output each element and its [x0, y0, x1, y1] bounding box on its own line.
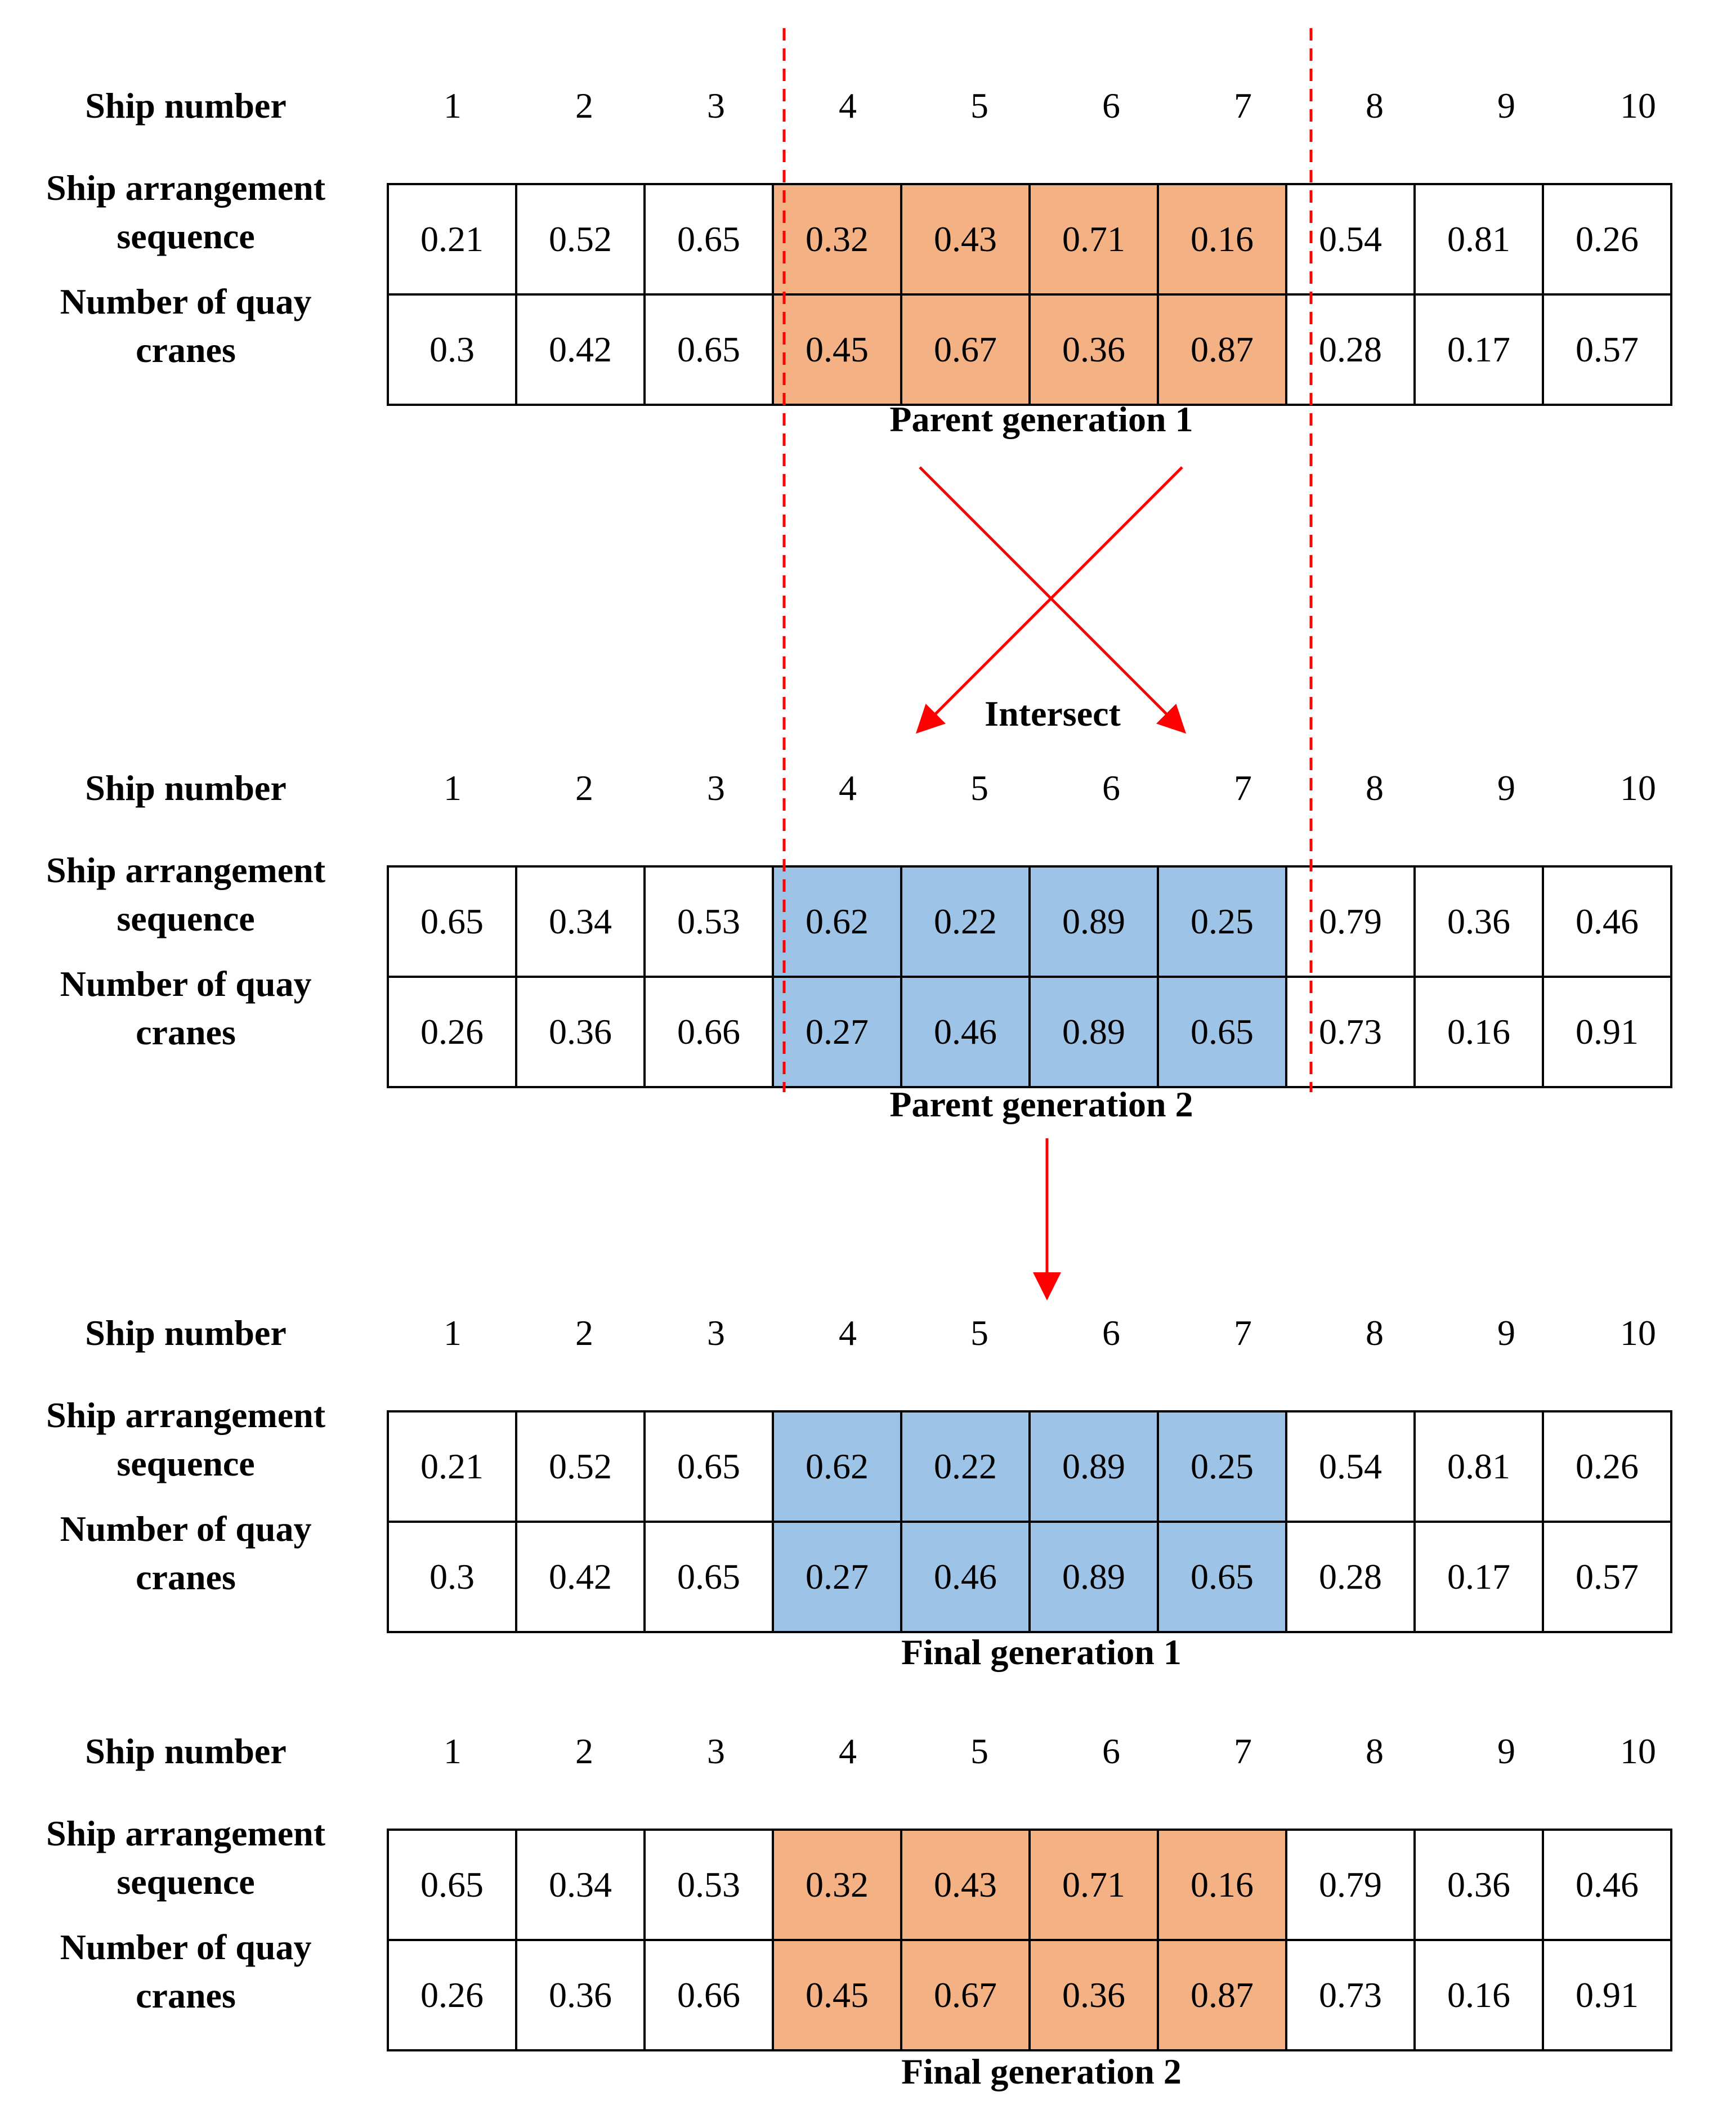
gene-cell: 0.67 — [901, 1940, 1030, 2050]
ship-number: 8 — [1366, 768, 1384, 808]
gene-cell: 0.27 — [773, 977, 901, 1087]
gene-cell: 0.46 — [1543, 1830, 1671, 1940]
gene-cell: 0.32 — [773, 1830, 901, 1940]
gene-cell: 0.36 — [1030, 294, 1158, 405]
ship-number-label: Ship number — [85, 768, 287, 808]
generation-caption: Parent generation 1 — [889, 399, 1193, 439]
quay-label-line1: Number of quay — [60, 1509, 312, 1549]
ship-number: 3 — [707, 768, 725, 808]
ship-number: 5 — [970, 86, 988, 126]
gene-cell: 0.65 — [645, 294, 773, 405]
ship-number: 2 — [575, 1731, 593, 1771]
gene-cell: 0.16 — [1158, 1830, 1286, 1940]
generation-caption: Final generation 1 — [901, 1632, 1182, 1672]
gene-cell: 0.3 — [388, 294, 516, 405]
ship-number: 10 — [1620, 1313, 1656, 1353]
gene-cell: 0.36 — [516, 1940, 645, 2050]
gene-cell: 0.57 — [1543, 294, 1671, 405]
ship-number: 3 — [707, 86, 725, 126]
gene-cell: 0.87 — [1158, 1940, 1286, 2050]
arrangement-label-line2: sequence — [117, 1443, 255, 1483]
ship-number: 4 — [839, 1313, 857, 1353]
gene-cell: 0.65 — [1158, 1522, 1286, 1632]
gene-cell: 0.32 — [773, 184, 901, 294]
ship-number: 7 — [1234, 1731, 1252, 1771]
ship-number: 9 — [1497, 86, 1515, 126]
ship-number: 4 — [839, 86, 857, 126]
arrangement-label-line1: Ship arrangement — [46, 1395, 325, 1435]
ship-number: 10 — [1620, 1731, 1656, 1771]
ship-number: 6 — [1102, 1313, 1120, 1353]
gene-cell: 0.71 — [1030, 1830, 1158, 1940]
gene-cell: 0.42 — [516, 294, 645, 405]
gene-cell: 0.65 — [1158, 977, 1286, 1087]
gene-cell: 0.22 — [901, 1411, 1030, 1522]
ship-number: 7 — [1234, 86, 1252, 126]
generation-caption: Final generation 2 — [901, 2051, 1182, 2091]
gene-cell: 0.65 — [645, 184, 773, 294]
gene-cell: 0.26 — [1543, 1411, 1671, 1522]
ship-number: 5 — [970, 1313, 988, 1353]
ship-number: 1 — [444, 86, 462, 126]
gene-cell: 0.26 — [1543, 184, 1671, 294]
gene-cell: 0.57 — [1543, 1522, 1671, 1632]
ship-number: 8 — [1366, 86, 1384, 126]
ship-number: 1 — [444, 768, 462, 808]
gene-cell: 0.16 — [1415, 1940, 1543, 2050]
gene-cell: 0.89 — [1030, 977, 1158, 1087]
gene-cell: 0.25 — [1158, 1411, 1286, 1522]
arrangement-label-line1: Ship arrangement — [46, 168, 325, 208]
ship-number: 2 — [575, 86, 593, 126]
gene-cell: 0.43 — [901, 1830, 1030, 1940]
gene-cell: 0.67 — [901, 294, 1030, 405]
gene-cell: 0.89 — [1030, 1411, 1158, 1522]
ship-number: 8 — [1366, 1313, 1384, 1353]
ship-number: 1 — [444, 1313, 462, 1353]
gene-cell: 0.89 — [1030, 866, 1158, 977]
gene-cell: 0.3 — [388, 1522, 516, 1632]
gene-cell: 0.53 — [645, 866, 773, 977]
ship-number: 6 — [1102, 1731, 1120, 1771]
arrangement-label-line1: Ship arrangement — [46, 850, 325, 890]
generation-caption: Parent generation 2 — [889, 1084, 1193, 1124]
gene-cell: 0.54 — [1286, 184, 1415, 294]
gene-cell: 0.62 — [773, 866, 901, 977]
gene-cell: 0.45 — [773, 1940, 901, 2050]
gene-cell: 0.79 — [1286, 866, 1415, 977]
ship-number: 5 — [970, 768, 988, 808]
ship-number: 10 — [1620, 86, 1656, 126]
ship-number-label: Ship number — [85, 86, 287, 126]
ship-number: 9 — [1497, 1731, 1515, 1771]
gene-cell: 0.54 — [1286, 1411, 1415, 1522]
ship-number: 6 — [1102, 86, 1120, 126]
quay-label-line2: cranes — [136, 330, 236, 370]
gene-cell: 0.16 — [1158, 184, 1286, 294]
arrangement-label-line1: Ship arrangement — [46, 1813, 325, 1853]
gene-cell: 0.81 — [1415, 184, 1543, 294]
ship-number: 7 — [1234, 1313, 1252, 1353]
gene-cell: 0.43 — [901, 184, 1030, 294]
gene-cell: 0.21 — [388, 1411, 516, 1522]
quay-label-line1: Number of quay — [60, 964, 312, 1004]
gene-cell: 0.36 — [1415, 866, 1543, 977]
gene-cell: 0.62 — [773, 1411, 901, 1522]
ship-number: 9 — [1497, 768, 1515, 808]
gene-cell: 0.45 — [773, 294, 901, 405]
gene-cell: 0.22 — [901, 866, 1030, 977]
gene-cell: 0.26 — [388, 1940, 516, 2050]
gene-cell: 0.27 — [773, 1522, 901, 1632]
gene-cell: 0.87 — [1158, 294, 1286, 405]
gene-cell: 0.46 — [1543, 866, 1671, 977]
gene-cell: 0.65 — [645, 1411, 773, 1522]
gene-cell: 0.89 — [1030, 1522, 1158, 1632]
gene-cell: 0.34 — [516, 1830, 645, 1940]
arrangement-label-line2: sequence — [117, 216, 255, 256]
quay-label-line2: cranes — [136, 1012, 236, 1052]
gene-cell: 0.28 — [1286, 1522, 1415, 1632]
gene-cell: 0.66 — [645, 977, 773, 1087]
gene-cell: 0.36 — [1415, 1830, 1543, 1940]
gene-cell: 0.73 — [1286, 977, 1415, 1087]
ship-number: 2 — [575, 1313, 593, 1353]
gene-cell: 0.52 — [516, 1411, 645, 1522]
gene-cell: 0.81 — [1415, 1411, 1543, 1522]
ship-number: 3 — [707, 1731, 725, 1771]
quay-label-line2: cranes — [136, 1975, 236, 2015]
ship-number: 2 — [575, 768, 593, 808]
gene-cell: 0.36 — [516, 977, 645, 1087]
gene-cell: 0.65 — [388, 1830, 516, 1940]
ship-number-label: Ship number — [85, 1731, 287, 1771]
gene-cell: 0.26 — [388, 977, 516, 1087]
ship-number: 6 — [1102, 768, 1120, 808]
gene-cell: 0.91 — [1543, 977, 1671, 1087]
quay-label-line1: Number of quay — [60, 1927, 312, 1967]
gene-cell: 0.73 — [1286, 1940, 1415, 2050]
ship-number: 3 — [707, 1313, 725, 1353]
gene-cell: 0.21 — [388, 184, 516, 294]
intersect-label: Intersect — [985, 694, 1121, 734]
gene-cell: 0.52 — [516, 184, 645, 294]
ship-number: 8 — [1366, 1731, 1384, 1771]
quay-label-line2: cranes — [136, 1557, 236, 1597]
ship-number: 7 — [1234, 768, 1252, 808]
gene-cell: 0.66 — [645, 1940, 773, 2050]
gene-cell: 0.16 — [1415, 977, 1543, 1087]
ship-number: 9 — [1497, 1313, 1515, 1353]
gene-cell: 0.91 — [1543, 1940, 1671, 2050]
gene-cell: 0.53 — [645, 1830, 773, 1940]
gene-cell: 0.34 — [516, 866, 645, 977]
gene-cell: 0.17 — [1415, 294, 1543, 405]
ship-number: 5 — [970, 1731, 988, 1771]
gene-cell: 0.46 — [901, 1522, 1030, 1632]
gene-cell: 0.28 — [1286, 294, 1415, 405]
arrangement-label-line2: sequence — [117, 1862, 255, 1902]
arrangement-label-line2: sequence — [117, 898, 255, 938]
gene-cell: 0.65 — [645, 1522, 773, 1632]
gene-cell: 0.25 — [1158, 866, 1286, 977]
gene-cell: 0.71 — [1030, 184, 1158, 294]
gene-cell: 0.65 — [388, 866, 516, 977]
gene-cell: 0.17 — [1415, 1522, 1543, 1632]
gene-cell: 0.46 — [901, 977, 1030, 1087]
quay-label-line1: Number of quay — [60, 281, 312, 321]
ship-number: 4 — [839, 768, 857, 808]
gene-cell: 0.42 — [516, 1522, 645, 1632]
ship-number: 1 — [444, 1731, 462, 1771]
ship-number: 4 — [839, 1731, 857, 1771]
ship-number-label: Ship number — [85, 1313, 287, 1353]
gene-cell: 0.36 — [1030, 1940, 1158, 2050]
ship-number: 10 — [1620, 768, 1656, 808]
gene-cell: 0.79 — [1286, 1830, 1415, 1940]
